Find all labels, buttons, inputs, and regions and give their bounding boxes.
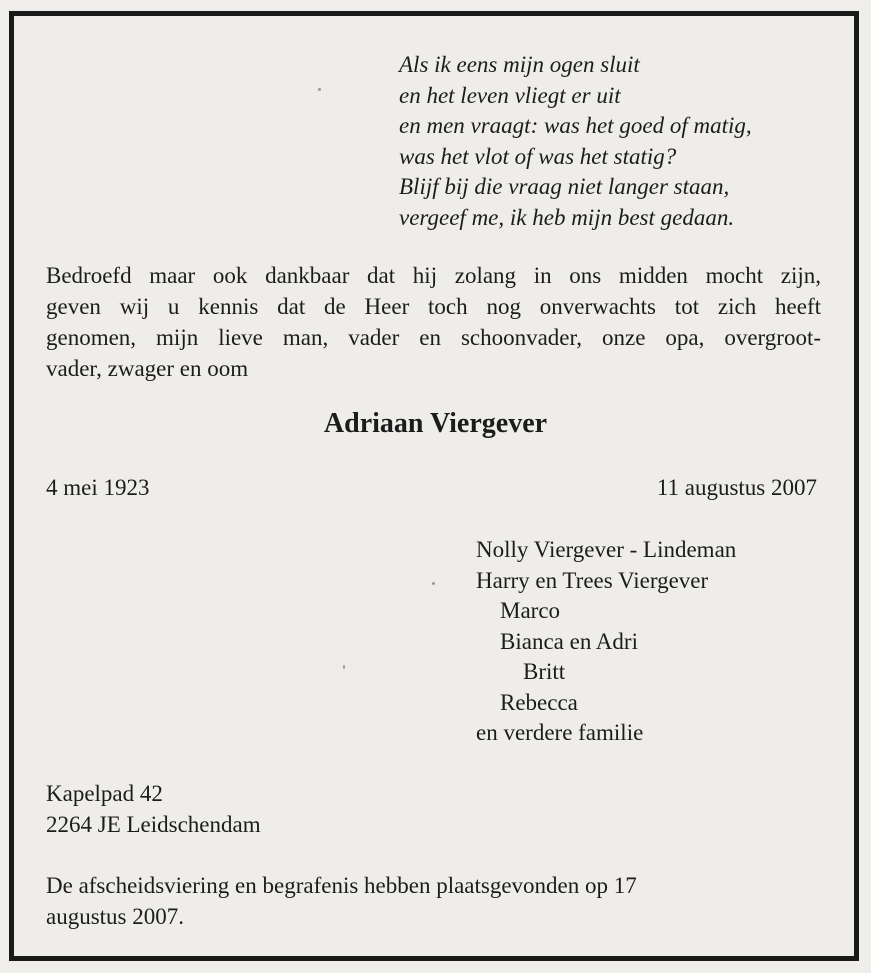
address-street: Kapelpad 42 — [46, 781, 163, 806]
paper-speck — [432, 582, 435, 585]
announcement-text — [46, 260, 821, 384]
family-member: en verdere familie — [476, 720, 644, 745]
family-member: Britt — [523, 659, 566, 684]
paper-speck — [343, 665, 345, 669]
family-member: Marco — [500, 598, 561, 623]
service-notice — [46, 870, 766, 932]
poem-line: was het vlot of was het statig? — [399, 143, 677, 169]
announcement-line: genomen, mijn lieve man, vader en schoonvader, onze opa, overgroot- — [46, 325, 821, 350]
service-line: De afscheidsviering en begrafenis hebben plaatsgevonden op 17 — [46, 873, 637, 898]
family-list — [476, 535, 736, 749]
address-block — [46, 778, 261, 840]
birth-date: 4 mei 1923 — [46, 475, 150, 500]
poem-line: Blijf bij die vraag niet langer staan, — [399, 174, 730, 199]
poem-line: en het leven vliegt er uit — [399, 82, 621, 108]
deceased-name: Adriaan Viergever — [323, 408, 548, 439]
announcement-line: vader, zwager en oom — [46, 356, 249, 381]
announcement-line: geven wij u kennis dat de Heer toch nog onverwachts tot zich heeft — [46, 294, 821, 319]
address-city: 2264 JE Leidschendam — [46, 812, 261, 837]
family-member: Rebecca — [500, 689, 578, 715]
poem-line: vergeef me, ik heb mijn best gedaan. — [399, 204, 735, 230]
paper-speck — [318, 88, 321, 91]
poem-line: en men vraagt: was het goed of matig, — [399, 113, 752, 138]
death-date: 11 augustus 2007 — [656, 475, 817, 500]
service-line: augustus 2007. — [46, 904, 184, 929]
announcement-line: Bedroefd maar ook dankbaar dat hij zolang in ons midden mocht zijn, — [46, 263, 821, 288]
family-member: Harry en Trees Viergever — [476, 567, 709, 593]
family-member: Bianca en Adri — [500, 628, 638, 654]
poem — [399, 50, 752, 233]
family-member: Nolly Viergever - Lindeman — [476, 537, 737, 562]
poem-line: Als ik eens mijn ogen sluit — [399, 52, 640, 77]
